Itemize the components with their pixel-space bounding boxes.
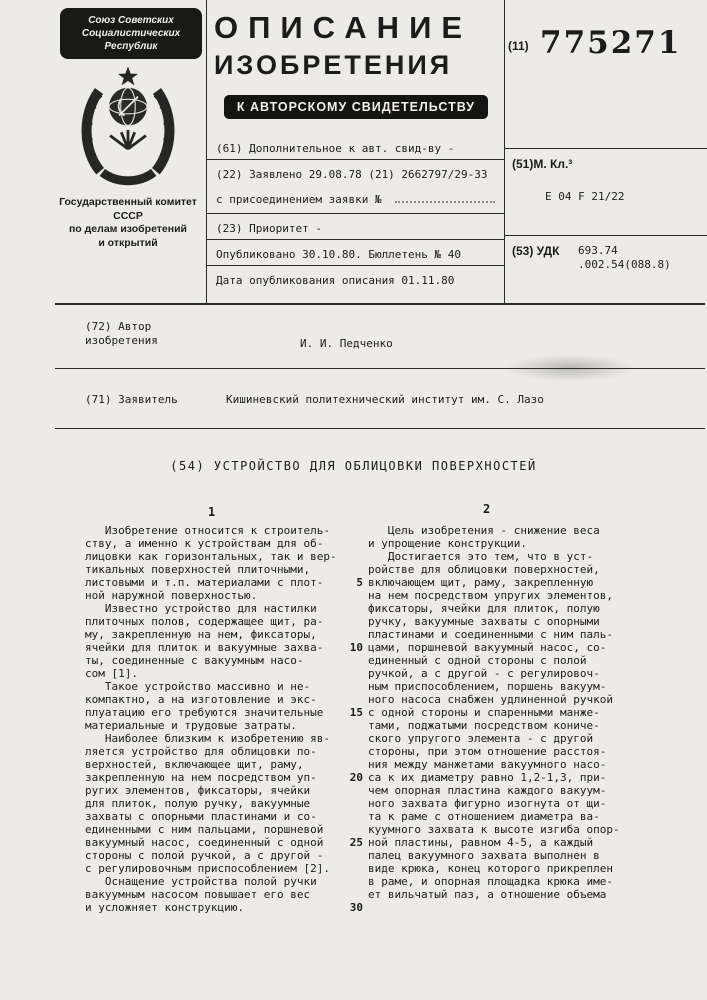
body-column-2: Цель изобретения - снижение веса и упрощение конструкции. Достигается это тем, что в уст- ройстве для облицовки поверхностей, включающем щит, раму, закрепленную на нем посредством упругих элементов, фиксаторы, ячейки для плиток, полую ручку, вакуумные захваты с опорными пластинами и соединенными с ним паль- цами, поршневой вакуумный насос, со- единенный с одной стороны с полой ручкой, а с другой - с регулировоч- ным приспособлением, поршень вакуум- ного насоса снабжен удлиненной ручкой с одной стороны и спаренными манже- тами, поджатыми посредством кониче- ского упругого элемента - с другой стороны, при этом отношение расстоя- ния между манжетами вакуумного насо- са к их диаметру равно 1,2-1,3, при- чем опорная пластина каждого вакуум- ного захвата фигурно изогнута от щи- та к раме с отношением диаметра ва- куумного захвата к высоте изгиба опор- ной пластины, равном 4-5, а каждый палец вакуумного захвата выполнен в виде крюка, конец которого прикреплен в раме, и опорная площадка крюка име- ет вильчатый паз, а отношение объема bbox=[368, 524, 620, 901]
doc-number-code: (11) bbox=[508, 39, 529, 53]
biblio-rule-4 bbox=[206, 265, 504, 266]
biblio-line-23: (23) Приоритет - bbox=[216, 222, 322, 235]
doc-number: 775271 bbox=[540, 25, 682, 61]
header-divider-right bbox=[504, 0, 505, 303]
invention-title: (54) УСТРОЙСТВО ДЛЯ ОБЛИЦОВКИ ПОВЕРХНОСТЕЙ bbox=[170, 459, 537, 473]
header-bottom-rule bbox=[55, 303, 705, 305]
column2-header: 2 bbox=[483, 502, 491, 516]
classification-rule-2 bbox=[504, 235, 707, 236]
document-title-line1: ОПИСАНИЕ bbox=[214, 10, 473, 45]
udk-value: 693.74 .002.54(088.8) bbox=[578, 244, 671, 271]
applicant-label: (71) Заявитель bbox=[85, 393, 178, 406]
ussr-coat-of-arms-icon bbox=[72, 62, 184, 188]
line-number-gutter: 5 10 15 20 25 30 bbox=[349, 576, 363, 914]
udk-label: (53) УДК bbox=[512, 244, 560, 258]
biblio-line-pubdate: Дата опубликования описания 01.11.80 bbox=[216, 274, 455, 287]
ussr-union-banner: Союз Советских Социалистических Республик bbox=[60, 8, 202, 59]
biblio-line-attach: с присоединением заявки № bbox=[216, 193, 382, 206]
applicant-value: Кишиневский политехнический институт им. С. Лазо bbox=[226, 393, 544, 406]
column1-header: 1 bbox=[208, 505, 216, 519]
biblio-dotted-leader bbox=[395, 201, 495, 203]
mkl-label: (51)М. Кл.³ bbox=[512, 157, 573, 171]
document-title-line2: ИЗОБРЕТЕНИЯ bbox=[214, 50, 453, 80]
biblio-rule-1 bbox=[206, 159, 504, 160]
classification-rule-1 bbox=[504, 148, 707, 149]
biblio-rule-2 bbox=[206, 213, 504, 214]
applicant-rule bbox=[55, 428, 705, 429]
mkl-value: E 04 F 21/22 bbox=[545, 190, 625, 203]
author-value: И. И. Педченко bbox=[300, 337, 393, 350]
committee-name: Государственный комитет СССР по делам изобретений и открытий bbox=[59, 196, 197, 249]
author-rule bbox=[55, 368, 705, 369]
certificate-banner: К АВТОРСКОМУ СВИДЕТЕЛЬСТВУ bbox=[224, 95, 488, 119]
biblio-line-61: (61) Дополнительное к авт. свид-ву - bbox=[216, 142, 455, 155]
biblio-rule-3 bbox=[206, 239, 504, 240]
header-divider-left bbox=[206, 0, 207, 303]
author-label: (72) Автор изобретения bbox=[85, 320, 158, 347]
biblio-line-published: Опубликовано 30.10.80. Бюллетень № 40 bbox=[216, 248, 462, 261]
body-column-1: Изобретение относится к строитель- ству, а именно к устройствам для об- лицовки как горизонтальных, так и вер- тикальных поверхностей плиточными, листовыми и т.п. материалами с плот- ной наружной поверхностью. Известно устройство для настилки плиточных полов, содержащее щит, ра- му, закрепленную на нем, фиксаторы, ячейки для плиток и вакуумные захва- ты, соединенные с вакуумным насо- сом [1]. Такое устройство массивно и не- компактно, а на изготовление и экс- плуатацию его требуются значительные материальные и трудовые затраты. Наиболее близким к изобретению яв- ляется устройство для облицовки по- верхностей, включающее щит, раму, закрепленную на нем посредством уп- ругих элементов, фиксаторы, ячейки для плиток, полую ручку, вакуумные захваты с опорными пластинами и со- единенными с ним пальцами, поршневой вакуумный насос, соединенный с одной стороны с полой ручкой, а с другой - с регулировочным приспособлением [2]. Оснащение устройства полой ручки вакуумным насосом повышает его вес и усложняет конструкцию. bbox=[85, 524, 337, 914]
biblio-line-22: (22) Заявлено 29.08.78 (21) 2662797/29-33 bbox=[216, 168, 488, 181]
